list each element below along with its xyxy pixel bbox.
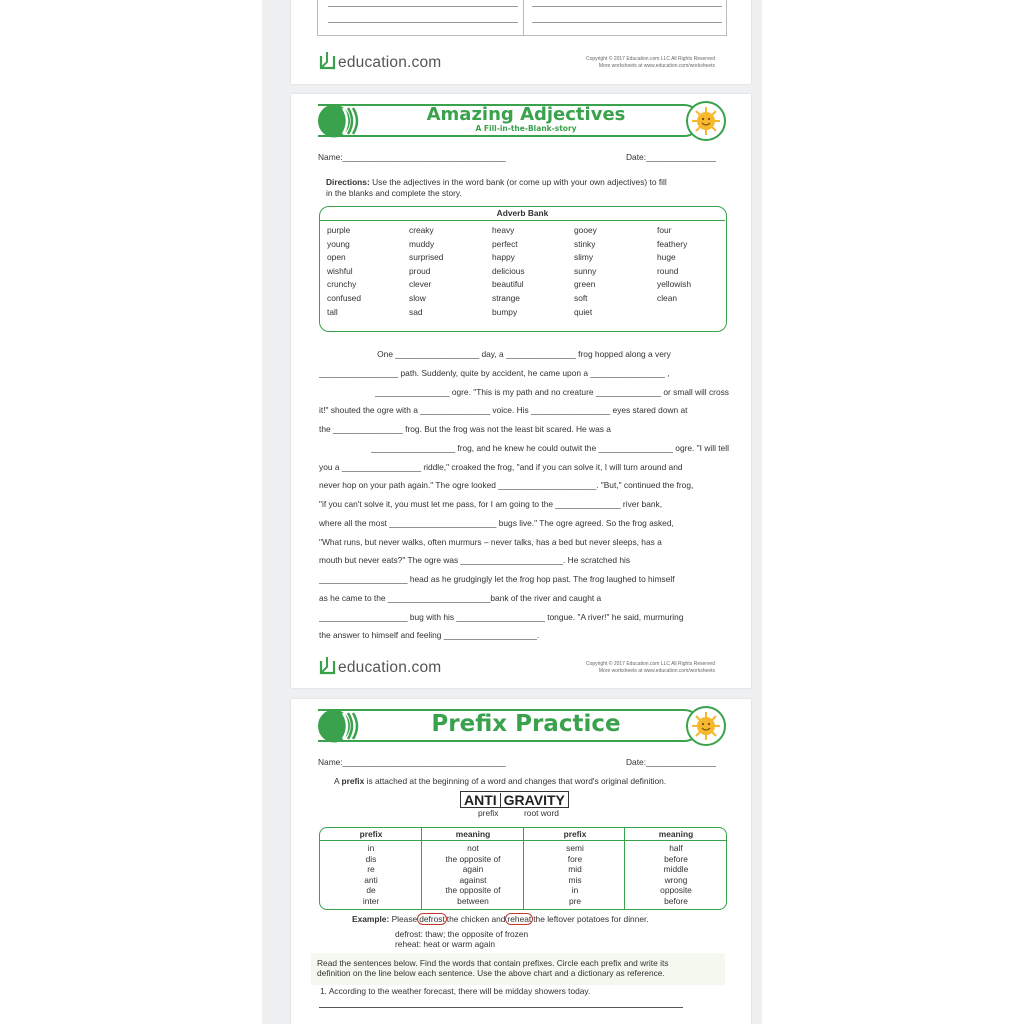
definition-1: defrost: thaw; the opposite of frozen xyxy=(395,929,529,939)
worksheet-title: Amazing Adjectives xyxy=(426,104,626,125)
copyright-text: Copyright © 2017 Education.com LLC All Rights Reserved More worksheets at www.education.com/worksheets xyxy=(585,56,715,69)
bank-column-1: purple young open wishful crunchy confused tall xyxy=(327,225,361,317)
story-line: ___________________ bug with his ___________________ tongue. "A river!" he said, murmuring xyxy=(319,611,684,622)
worksheet-page-1 xyxy=(291,0,751,84)
meaning-column-1: meaning not the opposite of again against the opposite of between xyxy=(422,828,524,909)
worksheet-page-prefix-practice xyxy=(291,699,751,1024)
demo-word-box xyxy=(460,791,569,808)
copyright-text: Copyright © 2017 Education.com LLC All Rights Reserved More worksheets at www.education.com/worksheets xyxy=(585,661,715,674)
worksheet-subtitle: A Fill-in-the-Blank-story xyxy=(475,124,577,133)
definition-2: reheat: heat or warm again xyxy=(395,939,496,949)
demo-root: GRAVITY xyxy=(503,792,565,808)
circled-word: reheat xyxy=(507,914,532,924)
question-1: 1. According to the weather forecast, there will be midday showers today. xyxy=(320,986,591,996)
name-field[interactable]: Name:___________________________________ xyxy=(318,757,506,767)
banner-ovals-icon xyxy=(317,709,363,743)
bank-column-2: creaky muddy surprised proud clever slow sad xyxy=(409,225,444,317)
banner-ovals-icon xyxy=(317,104,363,138)
story-line: "if you can't solve it, you must let me pass, for I am going to the ______________ river bank, xyxy=(319,499,663,509)
story-line: _________________ path. Suddenly, quite by accident, he came upon a ________________ , xyxy=(319,367,670,378)
date-field[interactable]: Date:_______________ xyxy=(626,757,716,767)
sun-icon xyxy=(686,101,726,141)
worksheet-title: Prefix Practice xyxy=(431,711,621,737)
story-line: the _______________ frog. But the frog was not the least bit scared. He was a xyxy=(319,424,611,434)
bank-column-3: heavy perfect happy delicious beautiful strange bumpy xyxy=(492,225,525,317)
story-line: the answer to himself and feeling ____________________. xyxy=(319,630,540,641)
story-line: __________________ frog, and he knew he could outwit the ________________ ogre. "I will tell xyxy=(371,442,729,453)
book-icon xyxy=(319,655,337,675)
answer-line-1[interactable] xyxy=(319,1007,683,1008)
prefix-table xyxy=(319,827,727,910)
demo-prefix-label: prefix xyxy=(478,808,499,818)
demo-prefix: ANTI xyxy=(461,793,501,808)
name-field[interactable]: Name:___________________________________ xyxy=(318,152,506,162)
story-line: you a _________________ riddle," croaked the frog, "and if you can solve it, I will turn around and xyxy=(319,461,683,472)
story-line: as he came to the ______________________bank of the river and caught a xyxy=(319,592,602,603)
story-line: never hop on your path again." The ogre looked _____________________. "But," continued the frog, xyxy=(319,480,694,491)
book-icon xyxy=(319,50,337,70)
directions-line-2: in the blanks and complete the story. xyxy=(326,188,462,198)
circled-word: defrost xyxy=(419,914,445,924)
story-text xyxy=(319,345,729,645)
example-sentence: Example: Please defrost the chicken and reheat the leftover potatoes for dinner. xyxy=(352,914,649,924)
directions: Directions: Use the adjectives in the word bank (or come up with your own adjectives) to fill xyxy=(326,177,667,187)
prefix-column-2: prefix semi fore mid mis in pre xyxy=(524,828,626,909)
instructions-box: Read the sentences below. Find the words that contain prefixes. Circle each prefix and write its definition on the line below each sentence. Use the above chart and a dictionary as reference. xyxy=(311,953,725,985)
story-line: mouth but never eats?" The ogre was ______________________. He scratched his xyxy=(319,555,631,566)
story-line: One __________________ day, a _______________ frog hopped along a very xyxy=(377,349,671,359)
bank-column-4: gooey stinky slimy sunny green soft quiet xyxy=(574,225,597,317)
prefix-column-1: prefix in dis re anti de inter xyxy=(320,828,422,909)
story-line: it!" shouted the ogre with a _______________ voice. His _________________ eyes stared down at xyxy=(319,405,688,416)
sun-icon xyxy=(686,706,726,746)
prefix-intro: A prefix is attached at the beginning of a word and changes that word's original definition. xyxy=(334,776,667,786)
education-logo: education.com xyxy=(319,50,441,72)
story-line: "What runs, but never walks, often murmurs – never talks, has a bed but never sleeps, has a xyxy=(319,536,662,547)
story-line: where all the most _______________________ bugs live." The ogre agreed. So the frog asked, xyxy=(319,517,674,528)
date-field[interactable]: Date:_______________ xyxy=(626,152,716,162)
meaning-column-2: meaning half before middle wrong opposite before xyxy=(625,828,727,909)
story-line: ________________ ogre. "This is my path and no creature ______________ or small will cross xyxy=(374,386,729,397)
adverb-bank xyxy=(319,206,727,332)
demo-root-label: root word xyxy=(524,808,559,818)
worksheet-page-amazing-adjectives xyxy=(291,94,751,688)
education-logo: education.com xyxy=(319,655,441,677)
bank-column-5: four feathery huge round yellowish clean xyxy=(657,225,691,303)
bank-title: Adverb Bank xyxy=(496,208,549,218)
answer-lines-box xyxy=(317,0,727,36)
story-line: ___________________ head as he grudgingly let the frog hop past. The frog laughed to himself xyxy=(319,574,675,584)
